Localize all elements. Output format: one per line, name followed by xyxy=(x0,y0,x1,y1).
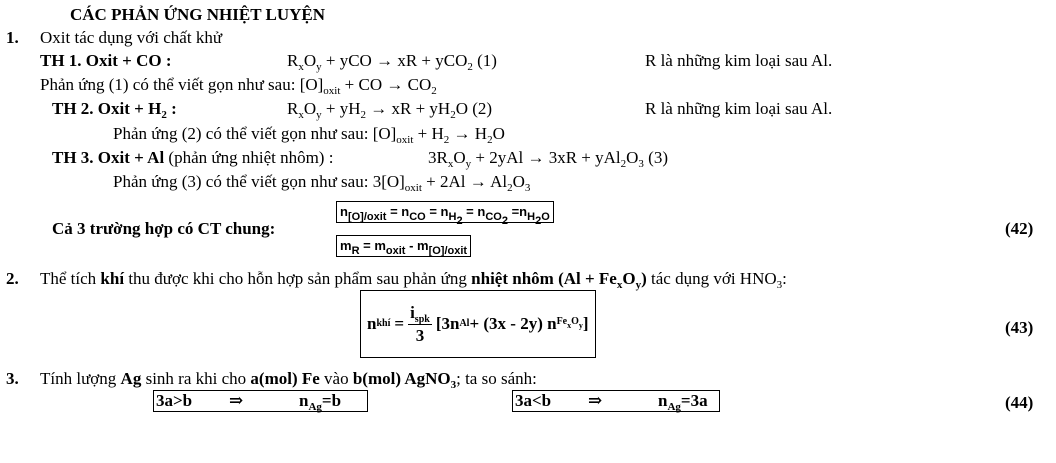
formula-fraction: $\frac{i_{spk}}{3}$ xyxy=(410,302,430,345)
section-1-number: 1. xyxy=(6,28,19,47)
mass-relation-box: $m_R = m_{oxit} - m_{[O]/oxit}$ xyxy=(336,235,471,257)
th3-equation: $3R_xO_y + 2yAl \to 3xR + yAl_2O_3$ (3) xyxy=(428,148,668,170)
gas-volume-formula-box: n khí = $\frac{i_{spk}}{3}$ [3n Al + (3x - 2y) n $Fe_xO_y$ ] xyxy=(360,290,596,358)
page-title: CÁC PHẢN ỨNG NHIỆT LUYỆN xyxy=(70,5,326,24)
th2-label: TH 2. Oxit + $H_2$ : xyxy=(52,99,177,121)
th1-equation: $R_xO_y$ + yCO → xR + yCO$_2$ (1) xyxy=(287,51,497,73)
section-3-text: Tính lượng Ag sinh ra khi cho a(mol) Fe vào b(mol) AgNO$_3$; ta so sánh: xyxy=(40,369,537,391)
th1-label: TH 1. Oxit + CO : xyxy=(40,51,172,70)
section-3-number: 3. xyxy=(6,369,19,388)
th3-short-form: Phản ứng (3) có thể viết gọn như sau: $3[O]_{oxit} + 2Al \to Al_2O_3$ xyxy=(113,172,531,194)
general-formula-label: Cả 3 trường hợp có CT chung: xyxy=(52,219,276,238)
mole-equality-box: $n_{[O]/oxit} = n_{CO} = n_{H_2} = n_{CO_2} =n_{H_2O}$ xyxy=(336,201,554,223)
th2-note: R là những kim loại sau Al. xyxy=(645,99,833,118)
th3-label: TH 3. Oxit + Al (phản ứng nhiệt nhôm) : xyxy=(52,148,334,167)
equation-number-44: (44) xyxy=(1005,393,1034,412)
section-1-heading: Oxit tác dụng với chất khử xyxy=(40,28,223,47)
section-2-number: 2. xyxy=(6,269,19,288)
comparison-box-3a-lt-b: 3a<b ⇒ $n_{Ag}=3a$ xyxy=(512,390,720,412)
th2-short-form: Phản ứng (2) có thể viết gọn như sau: $[O]_{oxit} + H_2 \to H_2O$ xyxy=(113,124,505,146)
th1-short-form: Phản ứng (1) có thể viết gọn như sau: $[O]_{oxit}$ + CO → $CO_2$ xyxy=(40,75,437,97)
th2-equation: $R_xO_y + yH_2$ → xR + $yH_2O$ (2) xyxy=(287,99,493,121)
section-2-text: Thể tích khí thu được khi cho hỗn hợp sản phẩm sau phản ứng nhiệt nhôm $(Al + Fe_xO_y)$ tác dụng với $HNO_3$: xyxy=(40,269,787,291)
th1-note: R là những kim loại sau Al. xyxy=(645,51,833,70)
equation-number-43: (43) xyxy=(1005,318,1034,337)
equation-number-42: (42) xyxy=(1005,219,1034,238)
comparison-box-3a-gt-b: 3a>b ⇒ $n_{Ag}=b$ xyxy=(153,390,368,412)
